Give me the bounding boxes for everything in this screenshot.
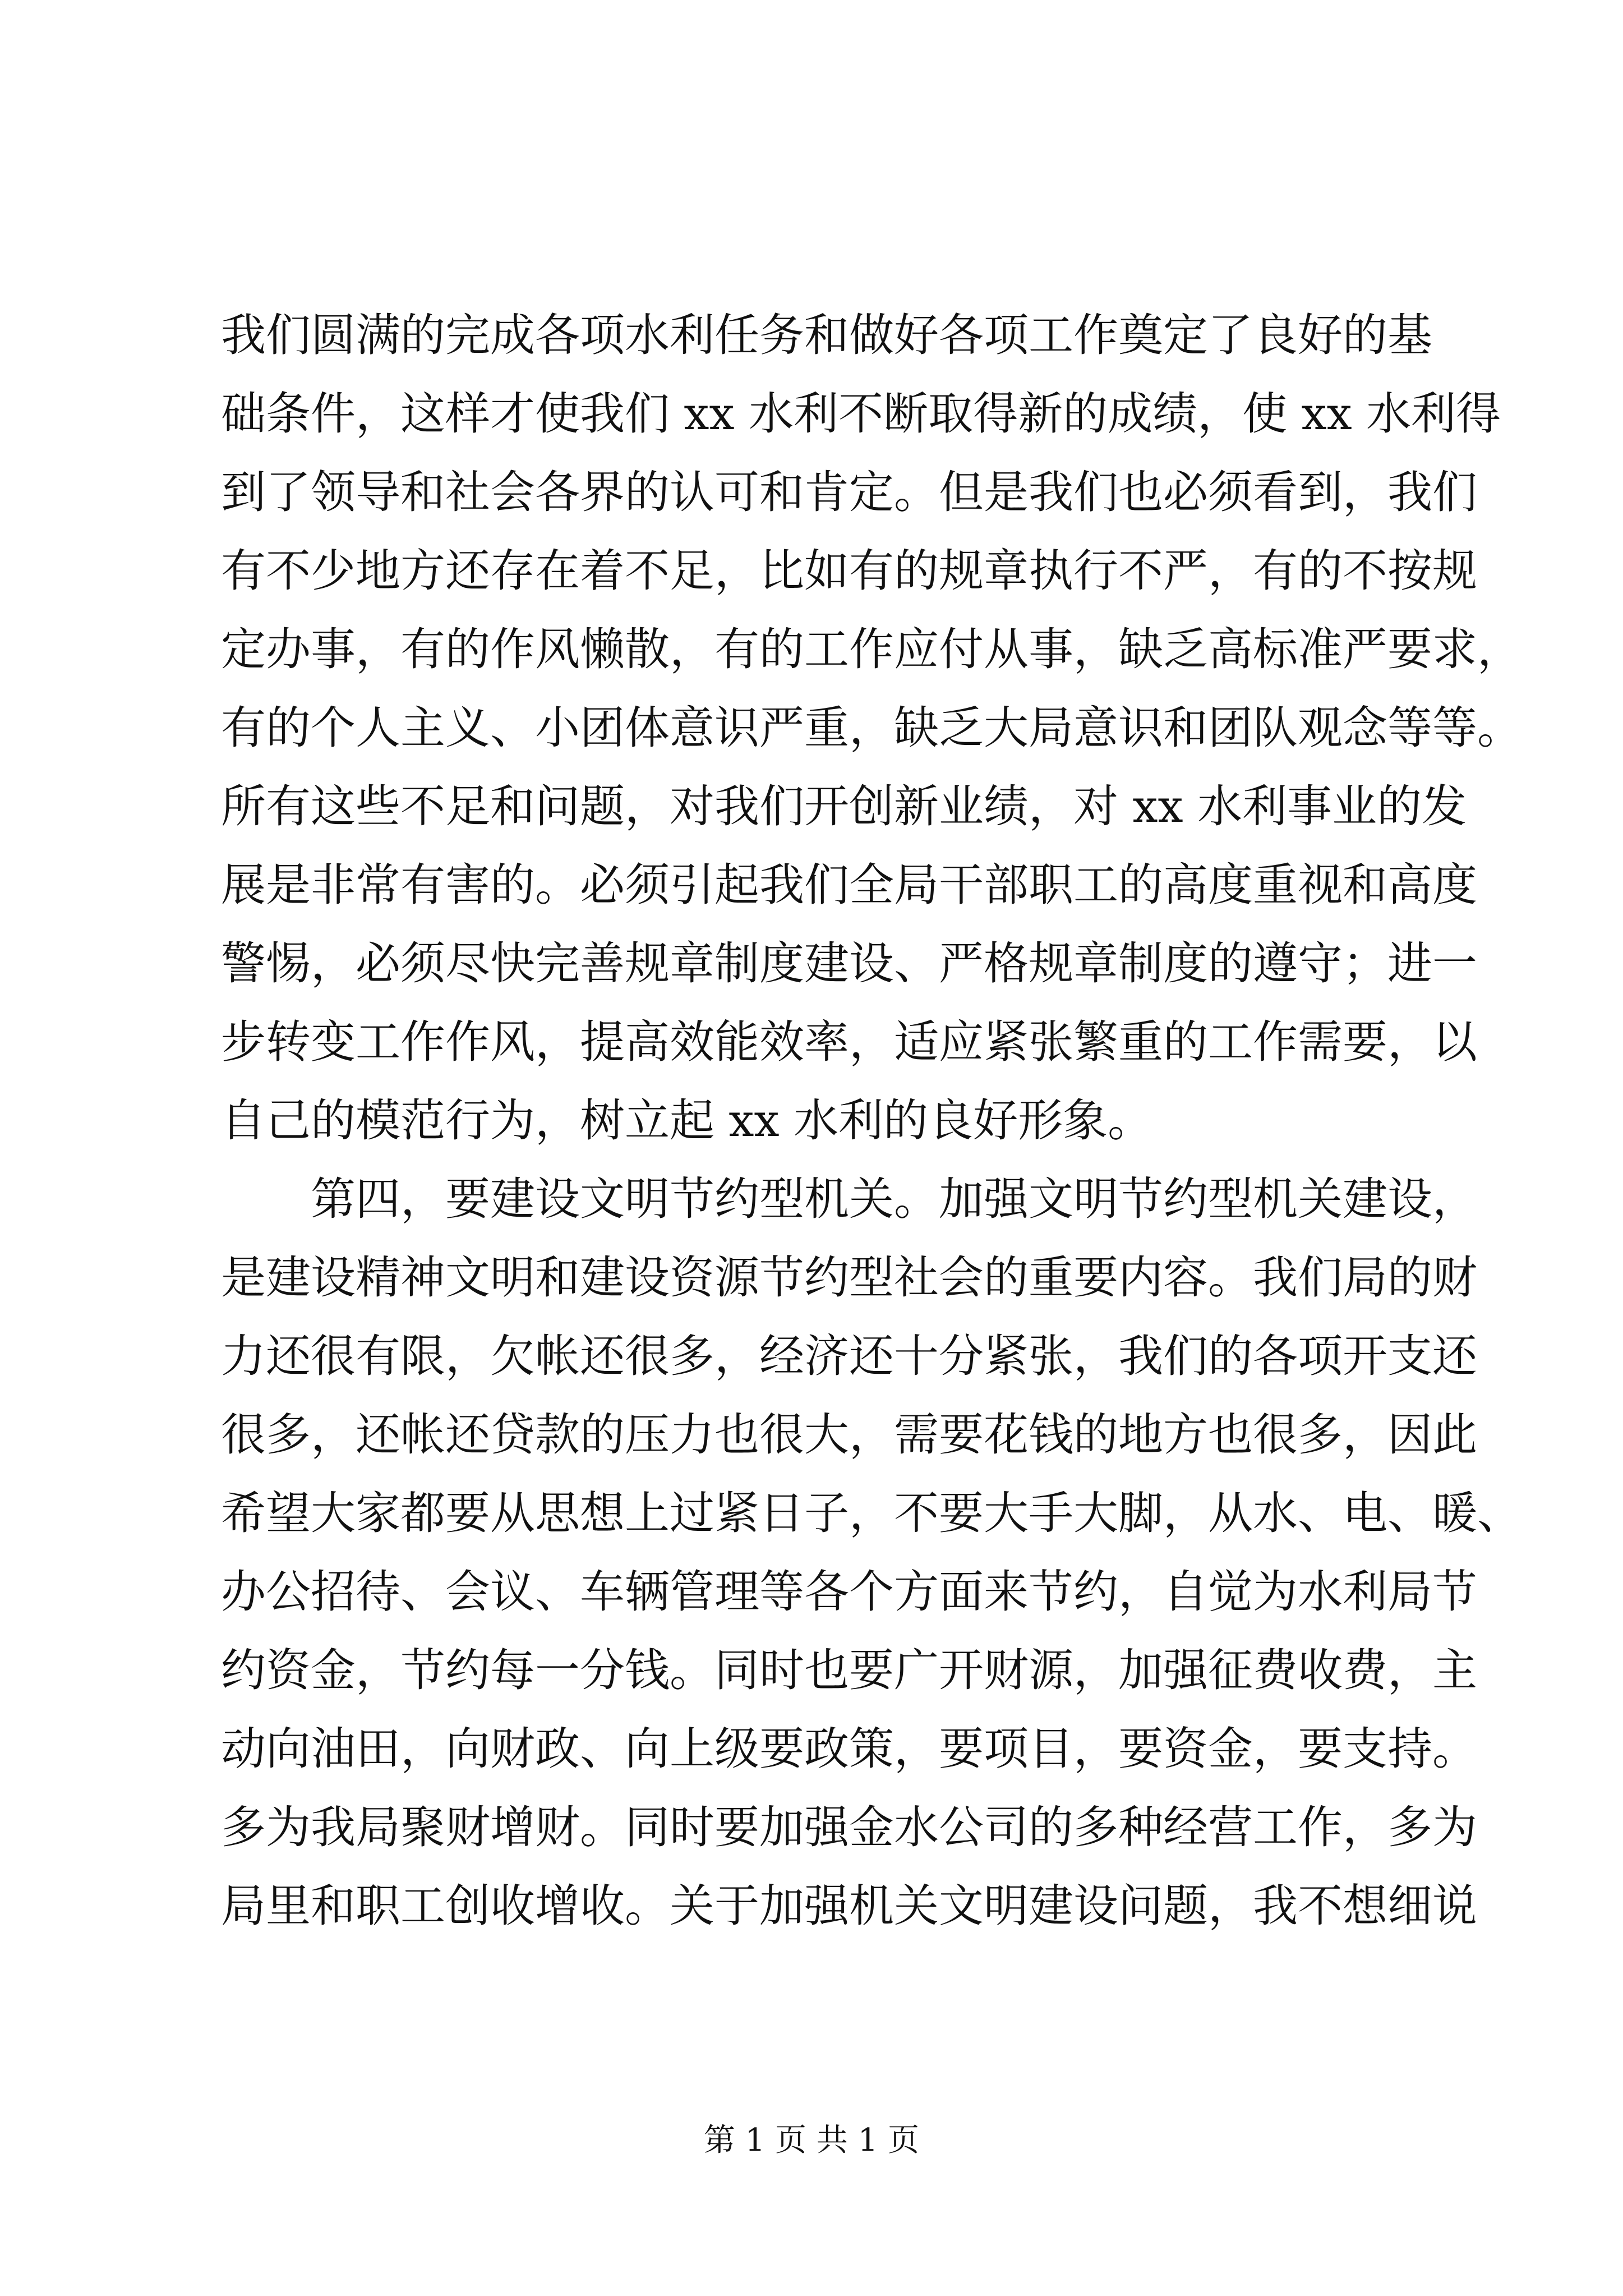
text-line: 所有这些不足和问题，对我们开创新业绩，对 xx 水利事业的发	[221, 780, 1467, 832]
text-line: 有不少地方还存在着不足，比如有的规章执行不严，有的不按规	[221, 545, 1477, 597]
text-line: 展是非常有害的。必须引起我们全局干部职工的高度重视和高度	[221, 859, 1477, 911]
text-line: 多为我局聚财增财。同时要加强金水公司的多种经营工作，多为	[221, 1801, 1477, 1853]
page-footer: 第 1 页 共 1 页	[703, 2122, 920, 2159]
text-line: 局里和职工创收增收。关于加强机关文明建设问题，我不想细说	[221, 1880, 1477, 1932]
text-line: 础条件，这样才使我们 xx 水利不断取得新的成绩，使 xx 水利得	[221, 388, 1501, 440]
text-line: 力还很有限，欠帐还很多，经济还十分紧张，我们的各项开支还	[221, 1330, 1477, 1382]
text-line: 第四，要建设文明节约型机关。加强文明节约型机关建设，	[221, 1173, 1477, 1225]
text-line: 很多，还帐还贷款的压力也很大，需要花钱的地方也很多，因此	[221, 1409, 1477, 1461]
text-line: 约资金，节约每一分钱。同时也要广开财源，加强征费收费，主	[221, 1644, 1477, 1696]
text-line: 办公招待、会议、车辆管理等各个方面来节约，自觉为水利局节	[221, 1566, 1477, 1618]
text-line: 动向油田，向财政、向上级要政策，要项目，要资金，要支持。	[221, 1723, 1477, 1775]
text-line: 到了领导和社会各界的认可和肯定。但是我们也必须看到，我们	[221, 466, 1477, 518]
text-line: 我们圆满的完成各项水利任务和做好各项工作奠定了良好的基	[221, 309, 1432, 361]
text-line: 有的个人主义、小团体意识严重，缺乏大局意识和团队观念等等。	[221, 702, 1522, 754]
text-line: 步转变工作作风，提高效能效率，适应紧张繁重的工作需要，以	[221, 1016, 1477, 1068]
text-line: 自己的模范行为，树立起 xx 水利的良好形象。	[221, 1094, 1153, 1147]
text-line: 警惕，必须尽快完善规章制度建设、严格规章制度的遵守；进一	[221, 937, 1477, 990]
text-line: 是建设精神文明和建设资源节约型社会的重要内容。我们局的财	[221, 1251, 1477, 1304]
text-line: 定办事，有的作风懒散，有的工作应付从事，缺乏高标准严要求，	[221, 623, 1522, 675]
text-line: 希望大家都要从思想上过紧日子，不要大手大脚，从水、电、暖、	[221, 1487, 1522, 1539]
